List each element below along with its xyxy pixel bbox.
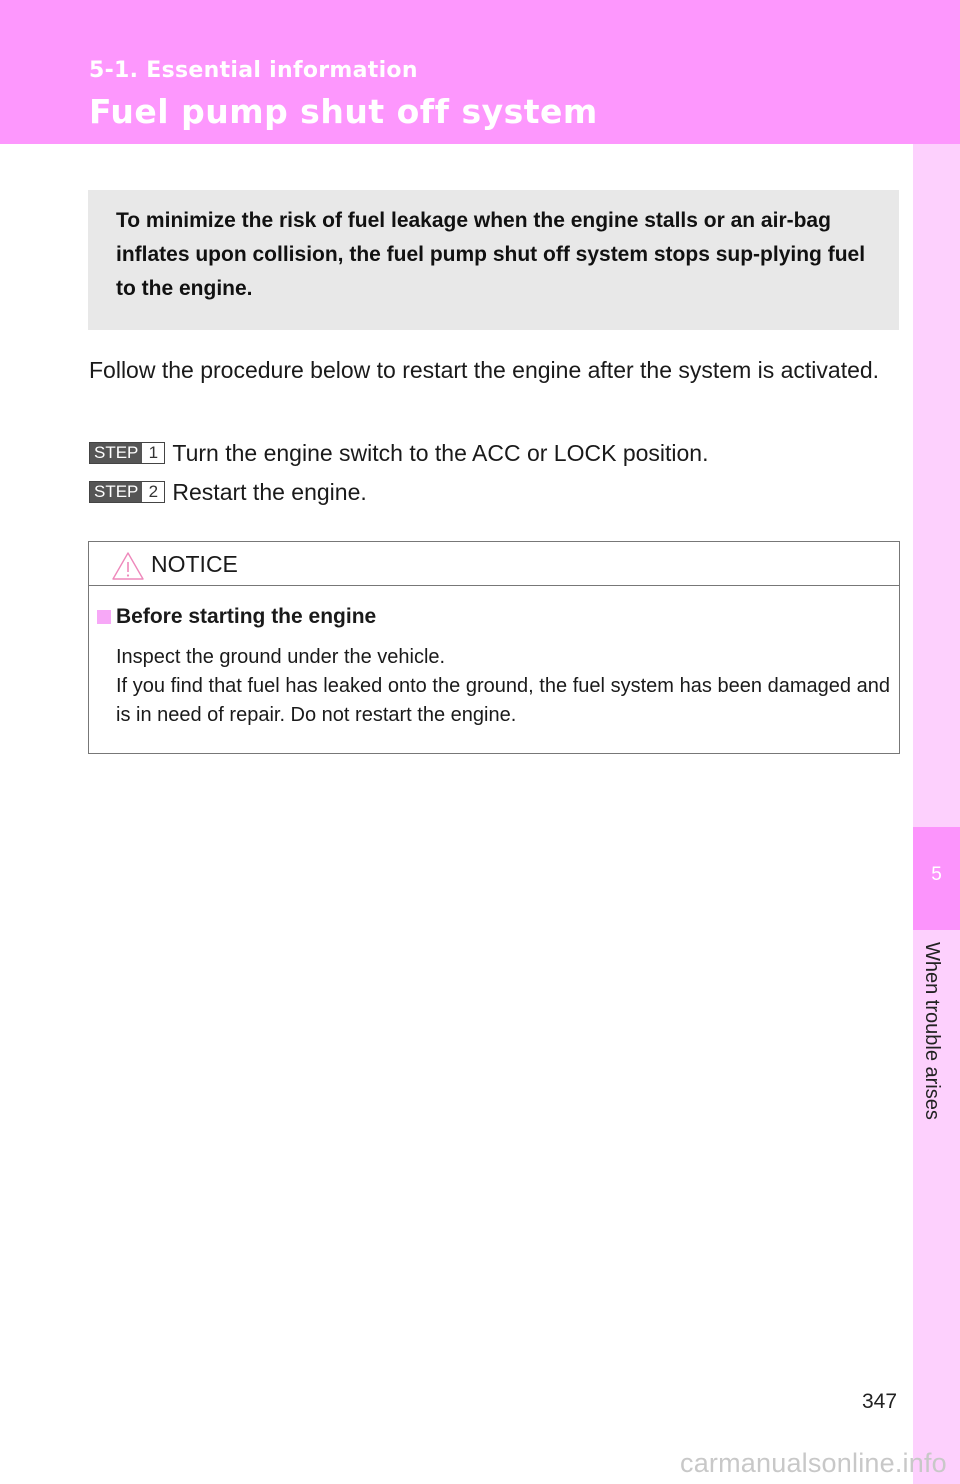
watermark: carmanualsonline.info [680,1448,947,1478]
step-badge [89,481,165,503]
notice-header [89,542,899,586]
step-label: STEP [90,443,142,463]
step-2 [89,480,367,504]
chapter-side-tab [913,144,960,1484]
step-text: Turn the engine switch to the ACC or LOCK position. [172,439,709,466]
page-number: 347 [862,1390,898,1413]
step-1 [89,441,709,465]
chapter-number: 5 [931,864,942,885]
bullet-square-icon [97,610,111,624]
procedure-paragraph: Follow the procedure below to restart the engine after the system is activated. [89,357,880,383]
warning-triangle-icon [111,551,145,581]
step-number: 2 [142,482,164,502]
notice-line: Inspect the ground under the vehicle. [116,646,446,668]
notice-line: If you find that fuel has leaked onto the ground, the fuel system has been damaged and is in need of repair. Do not restart the engine. [116,675,890,726]
page-title: Fuel pump shut off system [89,92,598,131]
section-label: 5-1. Essential information [89,58,418,83]
page-header [0,0,960,144]
intro-text: To minimize the risk of fuel leakage when the engine stalls or an air-bag inflates upon collision, the fuel pump shut off system stops sup-plying fuel to the engine. [116,209,866,300]
chapter-title: When trouble arises [921,942,943,1120]
step-text: Restart the engine. [172,478,367,505]
intro-box [88,190,899,330]
notice-label: NOTICE [151,551,238,577]
step-number: 1 [142,443,164,463]
notice-body [116,643,890,730]
notice-box [88,541,900,754]
step-badge [89,442,165,464]
step-label: STEP [90,482,142,502]
notice-title: Before starting the engine [116,605,377,628]
